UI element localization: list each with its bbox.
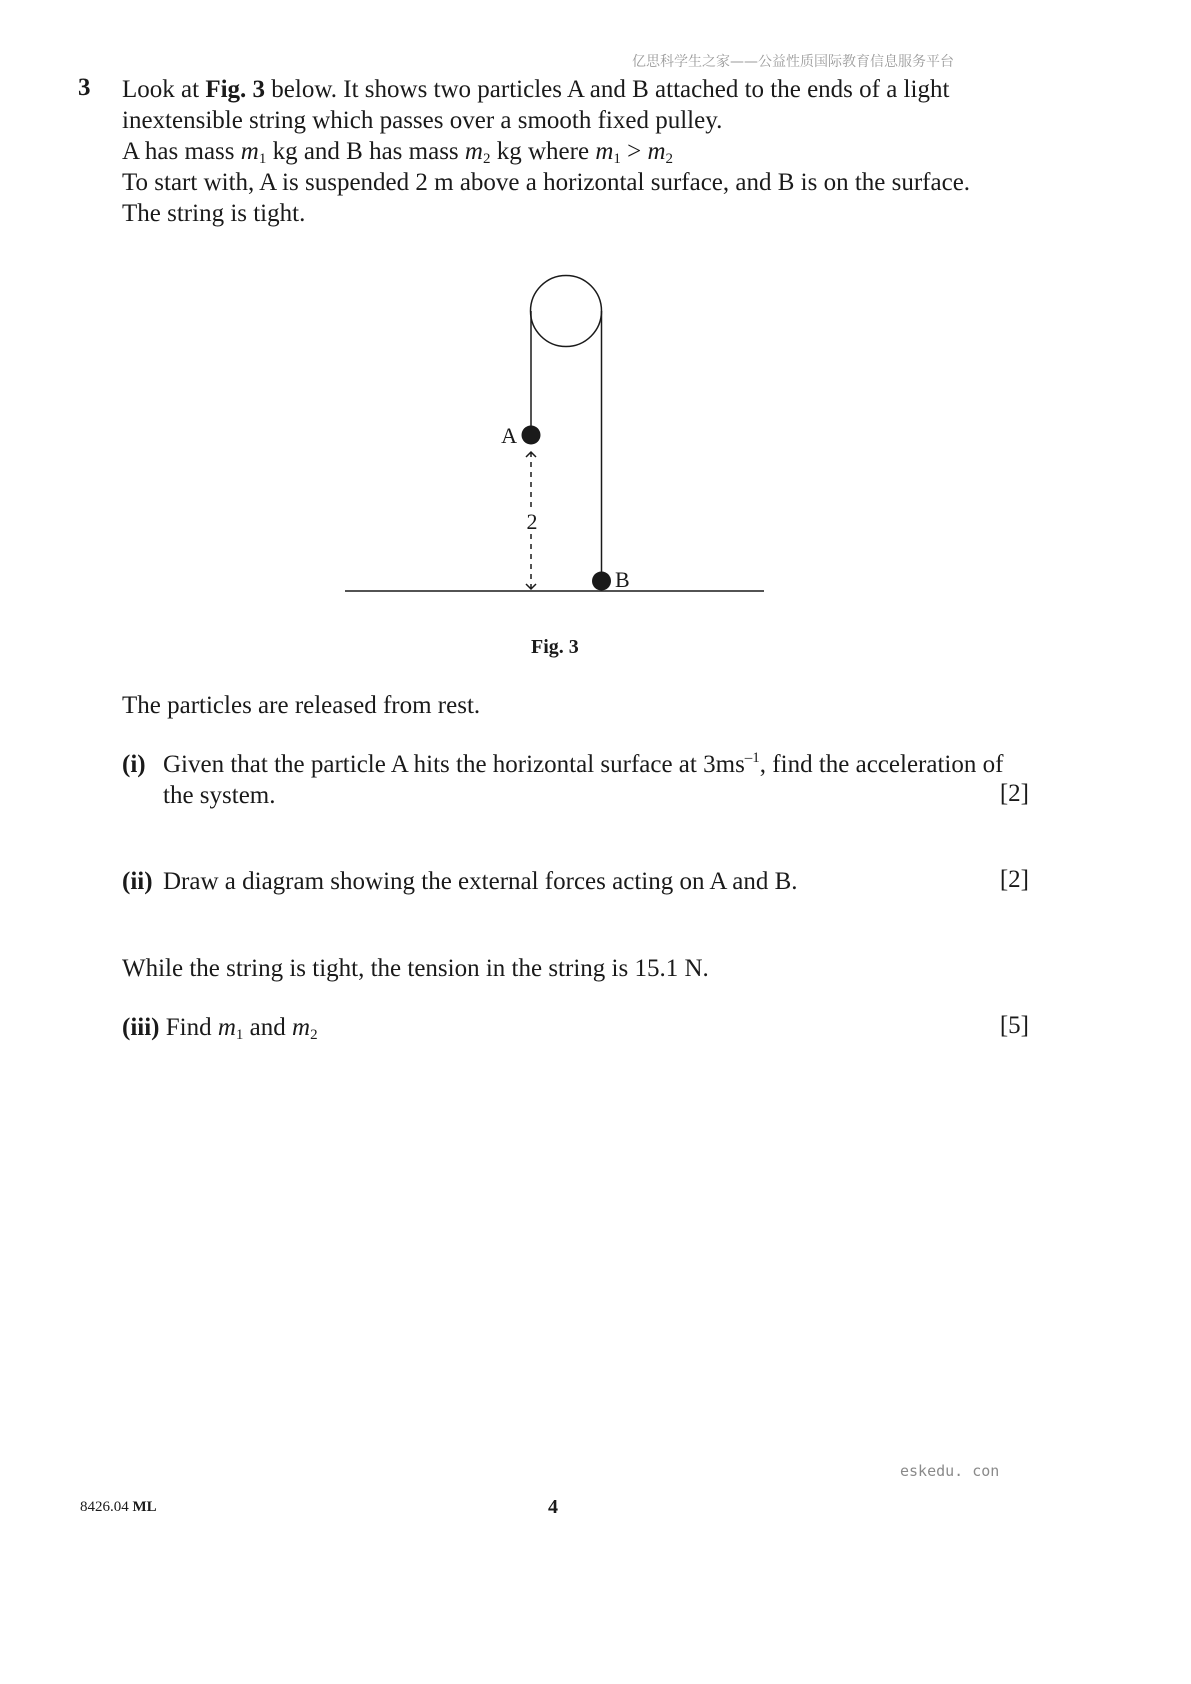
figure-caption: Fig. 3 <box>531 636 579 658</box>
part-i-line-2: the system. <box>163 782 276 809</box>
part-iii-text: (iii) Find $m_1$ and $m_2$ <box>122 1014 318 1043</box>
pulley-diagram <box>0 0 1191 700</box>
part-ii-marks: [2] <box>999 866 1029 893</box>
part-iii-label: (iii) <box>122 1014 160 1041</box>
question-number: 3 <box>78 74 91 101</box>
page-number: 4 <box>548 1496 558 1518</box>
intro-line-3: A has mass $m_1$ kg and B has mass $m_2$ kg where $m_1 > m_2$ <box>122 138 674 167</box>
part-i-label: (i) <box>122 751 146 778</box>
watermark-text: 亿思科学生之家——公益性质国际教育信息服务平台 <box>632 54 954 70</box>
release-text: The particles are released from rest. <box>122 692 481 719</box>
part-i-text <box>163 749 1003 811</box>
intro-line-2: inextensible string which passes over a smooth fixed pulley. <box>122 107 723 134</box>
part-i-line-1: Given that the particle A hits the horizontal surface at $3ms^{-1}$, find the acceleration of <box>163 750 1004 778</box>
particle-b <box>592 572 611 591</box>
intro-line-5: The string is tight. <box>122 200 306 227</box>
paper-code: 8426.04 ML <box>80 1499 157 1515</box>
part-ii-label: (ii) <box>122 868 153 895</box>
pulley-wheel <box>531 276 602 347</box>
label-a: A <box>501 423 517 448</box>
intro-line-1: Look at Fig. 3 below. It shows two particles A and B attached to the ends of a light <box>122 76 950 103</box>
part-ii-text: Draw a diagram showing the external forces acting on A and B. <box>163 868 798 895</box>
intro-line-4: To start with, A is suspended 2 m above a horizontal surface, and B is on the surface. <box>122 169 971 196</box>
part-iii-marks: [5] <box>999 1012 1029 1039</box>
particle-a <box>522 426 541 445</box>
part-i-marks: [2] <box>999 780 1029 807</box>
footer-site: eskedu. con <box>900 1462 1000 1480</box>
label-b: B <box>615 567 630 592</box>
tension-text: While the string is tight, the tension in the string is 15.1 N. <box>122 955 709 982</box>
distance-label: 2 <box>526 509 538 534</box>
